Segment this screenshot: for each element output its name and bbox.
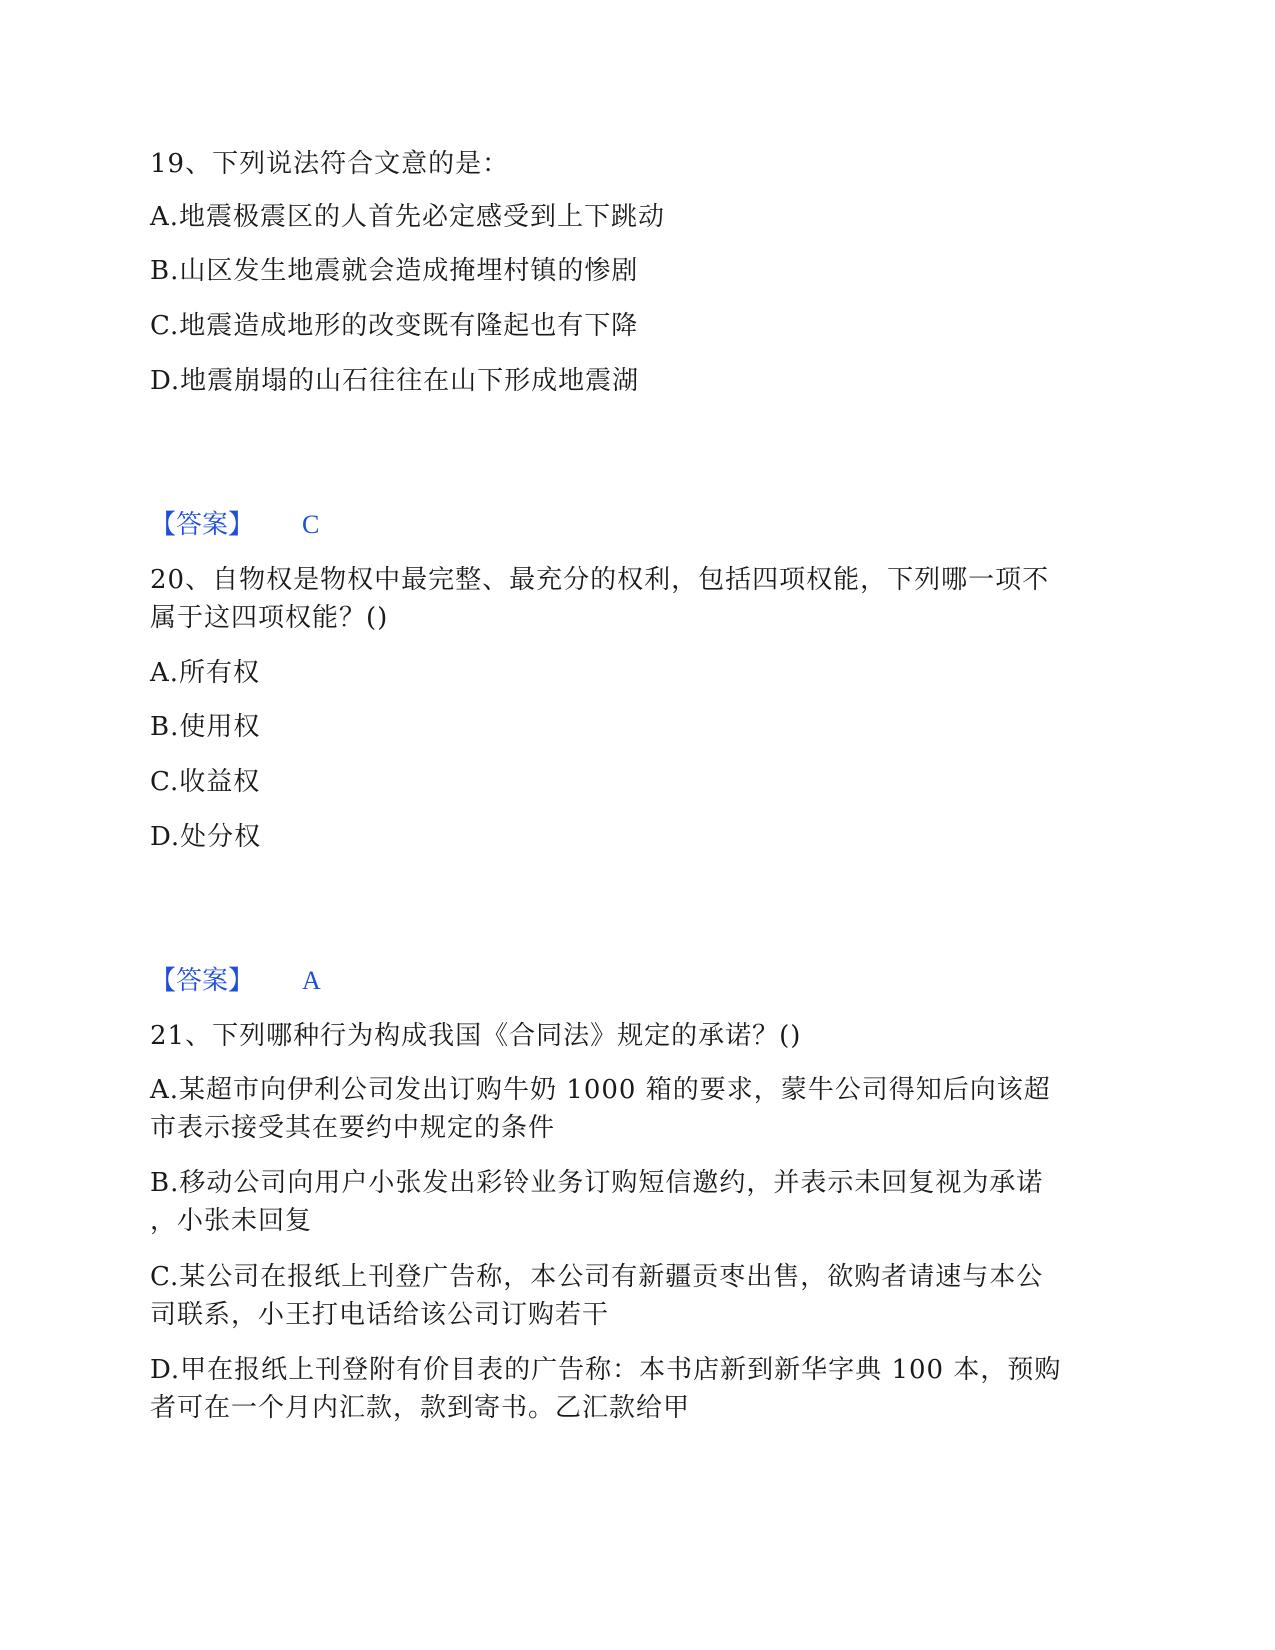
answer-value: C	[302, 510, 320, 539]
answer-value: A	[302, 966, 321, 995]
question-21-option-d-line-2: 者可在一个月内汇款，款到寄书。乙汇款给甲	[150, 1393, 691, 1423]
question-20-option-c: C.收益权	[150, 767, 261, 797]
question-21-option-a-line-1: A.某超市向伊利公司发出订购牛奶 1000 箱的要求，蒙牛公司得知后向该超	[150, 1075, 1051, 1105]
question-21-option-a-line-2: 市表示接受其在要约中规定的条件	[150, 1113, 556, 1143]
answer-tag: 【答案】	[150, 510, 255, 540]
question-21-option-b-line-1: B.移动公司向用户小张发出彩铃业务订购短信邀约，并表示未回复视为承诺	[150, 1168, 1044, 1198]
question-19-option-a: A.地震极震区的人首先必定感受到上下跳动	[150, 202, 666, 232]
question-20-stem-line-1: 20、自物权是物权中最完整、最充分的权利，包括四项权能，下列哪一项不	[150, 565, 1050, 595]
question-19-stem: 19、下列说法符合文意的是：	[150, 149, 510, 179]
question-21-option-c-line-2: 司联系，小王打电话给该公司订购若干	[150, 1300, 610, 1330]
question-20-answer	[150, 961, 321, 1001]
question-19-answer	[150, 505, 319, 545]
question-21-option-b-line-2: ，小张未回复	[150, 1206, 313, 1236]
question-19-option-c: C.地震造成地形的改变既有隆起也有下降	[150, 311, 639, 341]
question-21-option-c-line-1: C.某公司在报纸上刊登广告称，本公司有新疆贡枣出售，欲购者请速与本公	[150, 1262, 1044, 1292]
question-19-option-b: B.山区发生地震就会造成掩埋村镇的惨剧	[150, 256, 639, 286]
question-20-option-d: D.处分权	[150, 822, 262, 852]
question-20-option-b: B.使用权	[150, 712, 261, 742]
question-21-option-d-line-1: D.甲在报纸上刊登附有价目表的广告称：本书店新到新华字典 100 本，预购	[150, 1355, 1062, 1385]
answer-tag: 【答案】	[150, 966, 255, 996]
question-21-stem: 21、下列哪种行为构成我国《合同法》规定的承诺？()	[150, 1021, 802, 1051]
question-19-option-d: D.地震崩塌的山石往往在山下形成地震湖	[150, 366, 640, 396]
question-20-stem-line-2: 属于这四项权能？()	[150, 603, 389, 633]
question-20-option-a: A.所有权	[150, 658, 261, 688]
